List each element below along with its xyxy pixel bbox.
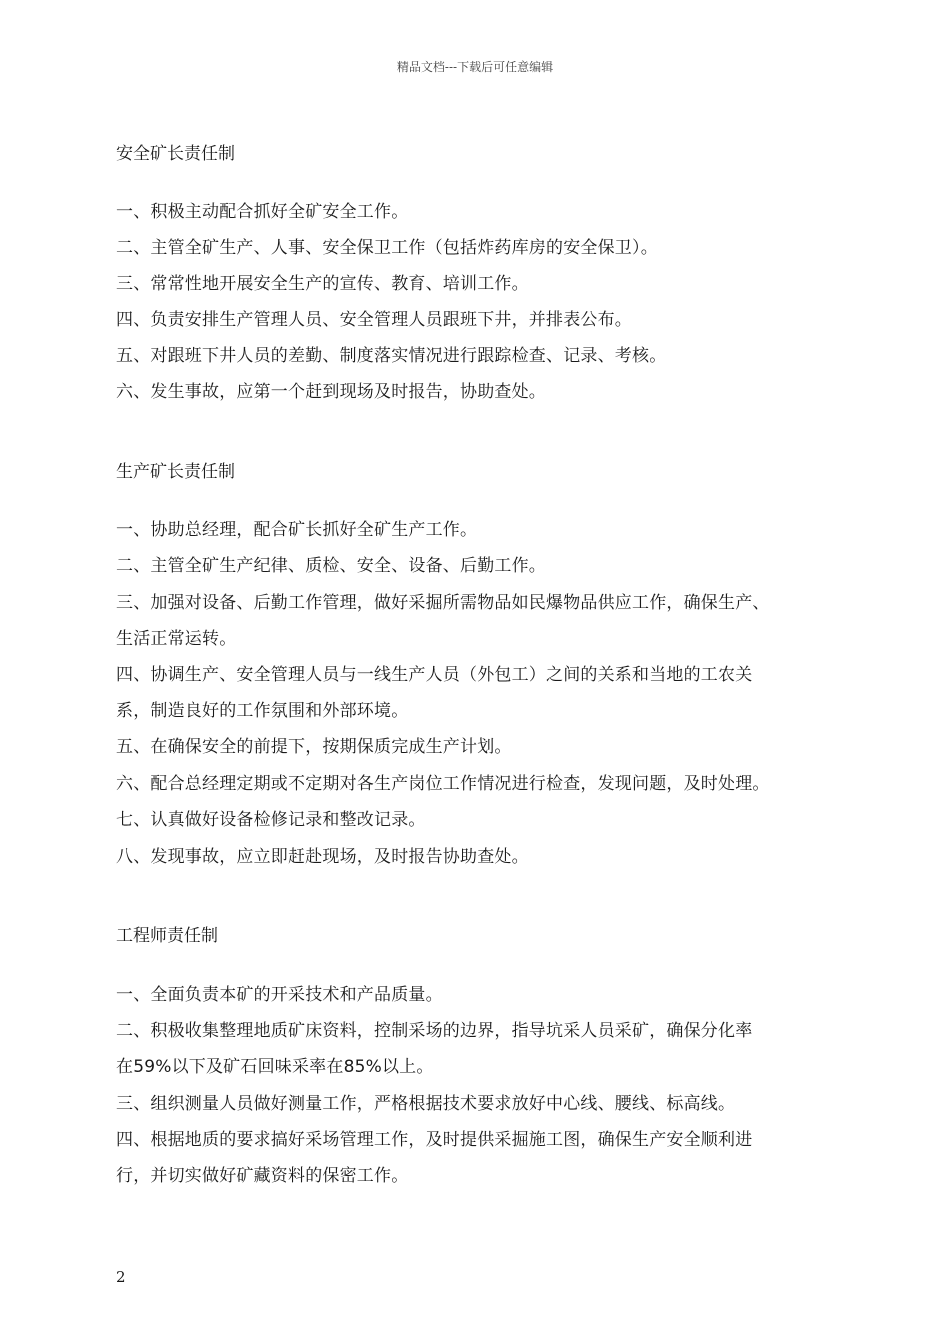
paragraph-line: 二、主管全矿生产纪律、质检、安全、设备、后勤工作。 <box>116 556 546 576</box>
paragraph-line: 二、积极收集整理地质矿床资料，控制采场的边界，指导坑采人员采矿，确保分化率 <box>116 1021 753 1041</box>
paragraph-line: 五、在确保安全的前提下，按期保质完成生产计划。 <box>116 737 512 757</box>
paragraph-line: 三、组织测量人员做好测量工作，严格根据技术要求放好中心线、腰线、标高线。 <box>116 1094 736 1114</box>
paragraph-line: 三、常常性地开展安全生产的宣传、教育、培训工作。 <box>116 274 529 294</box>
paragraph-line: 三、加强对设备、后勤工作管理，做好采掘所需物品如民爆物品供应工作，确保生产、 <box>116 593 770 613</box>
paragraph-line: 四、根据地质的要求搞好采场管理工作，及时提供采掘施工图，确保生产安全顺利进 <box>116 1130 753 1150</box>
page-number: 2 <box>116 1268 126 1286</box>
paragraph-line: 一、协助总经理，配合矿长抓好全矿生产工作。 <box>116 520 478 540</box>
paragraph-line: 六、发生事故，应第一个赶到现场及时报告，协助查处。 <box>116 382 546 402</box>
paragraph-line: 六、配合总经理定期或不定期对各生产岗位工作情况进行检查，发现问题，及时处理。 <box>116 774 770 794</box>
paragraph-line: 五、对跟班下井人员的差勤、制度落实情况进行跟踪检查、记录、考核。 <box>116 346 667 366</box>
paragraph-line: 在59%以下及矿石回味采率在85%以上。 <box>116 1057 434 1077</box>
paragraph-line: 四、协调生产、安全管理人员与一线生产人员（外包工）之间的关系和当地的工农关 <box>116 665 753 685</box>
page-header: 精品文档---下载后可任意编辑 <box>396 60 554 74</box>
section-title: 安全矿长责任制 <box>116 144 235 164</box>
paragraph-line: 系，制造良好的工作氛围和外部环境。 <box>116 701 409 721</box>
section-title: 生产矿长责任制 <box>116 462 235 482</box>
paragraph-line: 七、认真做好设备检修记录和整改记录。 <box>116 810 426 830</box>
section-title: 工程师责任制 <box>116 926 218 946</box>
paragraph-line: 一、全面负责本矿的开采技术和产品质量。 <box>116 985 443 1005</box>
paragraph-line: 一、积极主动配合抓好全矿安全工作。 <box>116 202 409 222</box>
paragraph-line: 二、主管全矿生产、人事、安全保卫工作（包括炸药库房的安全保卫）。 <box>116 238 658 258</box>
paragraph-line: 行，并切实做好矿藏资料的保密工作。 <box>116 1166 409 1186</box>
paragraph-line: 生活正常运转。 <box>116 629 237 649</box>
paragraph-line: 八、发现事故，应立即赶赴现场，及时报告协助查处。 <box>116 847 529 867</box>
paragraph-line: 四、负责安排生产管理人员、安全管理人员跟班下井，并排表公布。 <box>116 310 632 330</box>
